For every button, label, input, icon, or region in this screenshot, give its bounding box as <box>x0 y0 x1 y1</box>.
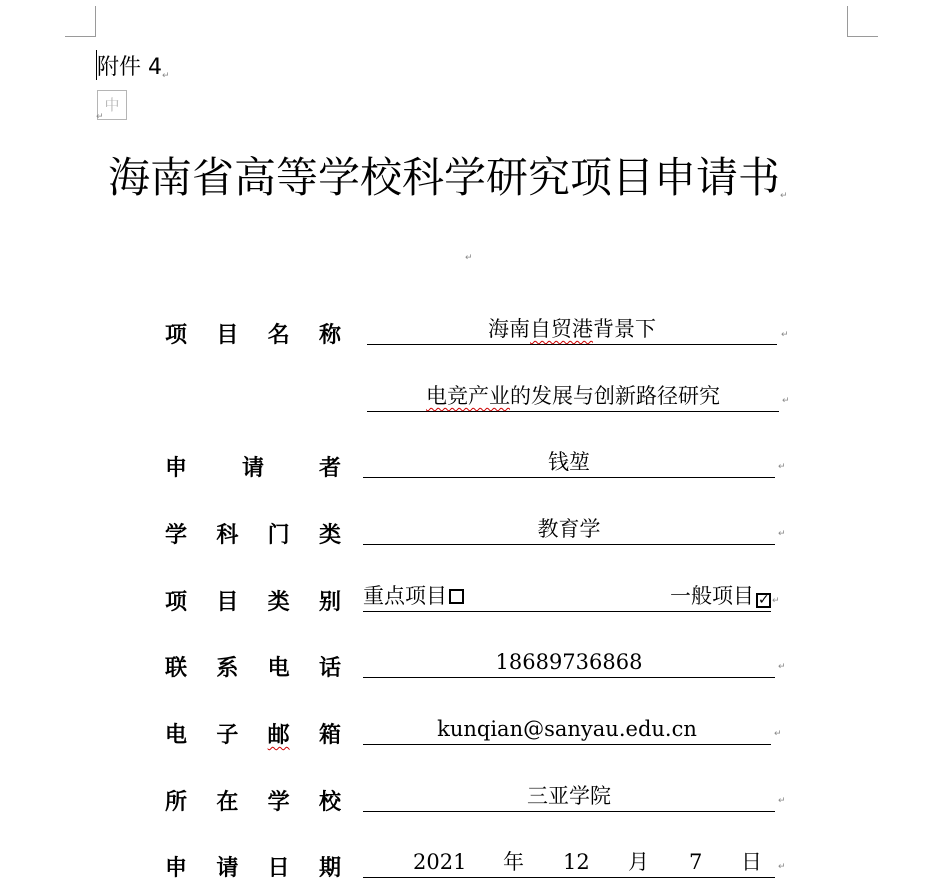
field-applicant[interactable]: 钱堃 <box>363 447 775 478</box>
field-school[interactable]: 三亚学院 <box>363 781 775 812</box>
label-discipline: 学 科 门 类 <box>165 522 341 548</box>
label-applicant: 申 请 者 <box>165 455 341 481</box>
label-project-type: 项 目 类 别 <box>165 589 341 615</box>
field-project-name-line2[interactable]: 电竞产业的发展与创新路径研究 <box>367 381 779 412</box>
paragraph-mark: ↵ <box>782 396 790 406</box>
label-school: 所 在 学 校 <box>165 789 341 815</box>
label-email: 电 子 邮 箱 <box>165 722 341 748</box>
label-project-name: 项 目 名 称 <box>165 322 341 348</box>
paragraph-mark: ↵ <box>774 729 782 739</box>
zhong-icon[interactable]: 中 <box>97 90 127 120</box>
paragraph-mark: ↵ <box>778 529 786 539</box>
attachment-label: 附件 4↵ <box>97 55 170 81</box>
paragraph-mark: ↵ <box>778 796 786 806</box>
paragraph-mark: ↵ <box>778 462 786 472</box>
document-title: 海南省高等学校科学研究项目申请书↵ <box>108 153 788 202</box>
paragraph-mark: ↵ <box>772 596 780 606</box>
crop-mark-top-right <box>847 6 878 37</box>
label-phone: 联 系 电 话 <box>165 655 341 681</box>
checkbox-general-project[interactable]: ✓ <box>758 592 770 608</box>
field-discipline[interactable]: 教育学 <box>363 514 775 545</box>
field-project-name-line1[interactable]: 海南自贸港背景下 <box>367 314 777 345</box>
paragraph-mark: ↵ <box>778 662 786 672</box>
paragraph-mark: ↵ <box>96 112 104 122</box>
paragraph-mark: ↵ <box>778 862 786 872</box>
field-project-type <box>363 581 771 612</box>
label-date: 申 请 日 期 <box>165 855 341 881</box>
field-phone[interactable]: 18689736868 <box>363 647 775 678</box>
option-general-project[interactable]: 一般项目 ✓ <box>670 584 770 608</box>
paragraph-mark: ↵ <box>465 253 473 263</box>
checkbox-key-project[interactable] <box>449 589 464 604</box>
field-email[interactable]: kunqian@sanyau.edu.cn <box>363 714 771 745</box>
option-key-project[interactable]: 重点项目 <box>363 584 464 608</box>
crop-mark-top-left <box>65 6 96 37</box>
paragraph-mark: ↵ <box>781 330 789 340</box>
field-date[interactable]: 2021 年 12 月 7 日 <box>363 847 775 878</box>
